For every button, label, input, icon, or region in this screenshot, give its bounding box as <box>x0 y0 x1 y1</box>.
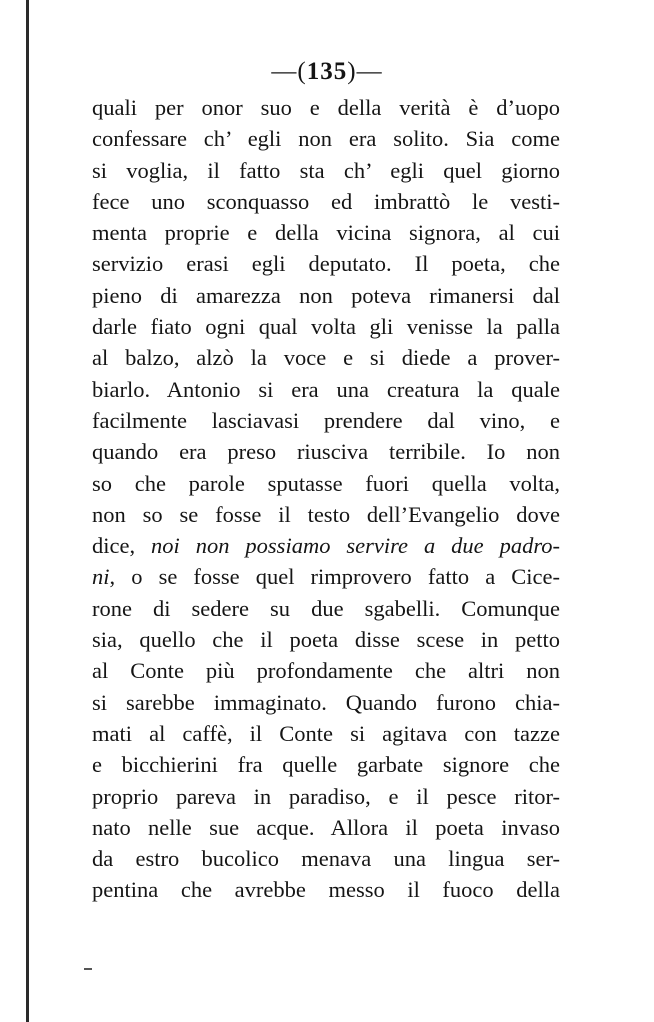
text-span: nato nelle sue acque. Allora il poeta invaso <box>92 814 560 840</box>
text-span: non so se fosse il testo dell’Evangelio dove <box>92 501 560 527</box>
text-line <box>92 92 560 123</box>
text-line <box>92 468 560 499</box>
page-edge-line <box>26 0 29 1022</box>
text-line <box>92 781 560 812</box>
text-line <box>92 749 560 780</box>
text-line <box>92 874 560 905</box>
body-text <box>92 92 560 906</box>
text-span: facilmente lasciavasi prendere dal vino, e <box>92 407 560 433</box>
text-span: rone di sedere su due sgabelli. Comunque <box>92 595 560 621</box>
italic-quote: ni <box>92 564 110 590</box>
text-line <box>92 655 560 686</box>
text-span: fece uno sconquasso ed imbrattò le vesti- <box>92 188 560 214</box>
text-span: pieno di amarezza non poteva rimanersi dal <box>92 282 560 308</box>
text-span: al Conte più profondamente che altri non <box>92 658 560 684</box>
text-line <box>92 499 560 530</box>
text-span: mati al caffè, il Conte si agitava con tazze <box>92 720 560 746</box>
text-span: quali per onor suo e della verità è d’uopo <box>92 95 560 120</box>
text-line <box>92 593 560 624</box>
page-number-suffix: )— <box>347 58 383 85</box>
text-line <box>92 624 560 655</box>
text-span: confessare ch’ egli non era solito. Sia come <box>92 126 560 152</box>
text-span: si voglia, il fatto sta ch’ egli quel giorno <box>92 157 560 183</box>
text-line <box>92 311 560 342</box>
text-span: al balzo, alzò la voce e si diede a prover- <box>92 345 560 371</box>
page-number <box>0 58 654 86</box>
text-span: proprio pareva in paradiso, e il pesce ritor- <box>92 783 560 809</box>
text-line <box>92 280 560 311</box>
text-line <box>92 843 560 874</box>
text-line <box>92 342 560 373</box>
page-number-value: 135 <box>306 58 348 85</box>
text-span: menta proprie e della vicina signora, al cui <box>92 220 560 246</box>
text-span: pentina che avrebbe messo il fuoco della <box>92 877 560 903</box>
text-line <box>92 530 560 561</box>
text-line <box>92 374 560 405</box>
text-line <box>92 123 560 154</box>
text-span: , o se fosse quel rimprovero fatto a Cice- <box>109 564 560 590</box>
text-line <box>92 248 560 279</box>
text-span: si sarebbe immaginato. Quando furono chia- <box>92 689 560 715</box>
text-span: biarlo. Antonio si era una creatura la quale <box>92 376 560 402</box>
text-span: servizio erasi egli deputato. Il poeta, che <box>92 251 560 277</box>
text-line <box>92 405 560 436</box>
text-line <box>92 718 560 749</box>
text-line <box>92 217 560 248</box>
text-span: dice, <box>92 533 152 559</box>
text-span: quando era preso riusciva terribile. Io non <box>92 439 560 465</box>
text-line <box>92 812 560 843</box>
text-span: sia, quello che il poeta disse scese in petto <box>92 627 560 653</box>
print-mark <box>84 968 92 970</box>
text-span: e bicchierini fra quelle garbate signore che <box>92 752 560 778</box>
text-span: so che parole sputasse fuori quella volta, <box>92 470 560 496</box>
italic-quote: noi non possiamo servire a due padro- <box>151 533 560 559</box>
text-line <box>92 561 560 592</box>
page-number-prefix: —( <box>271 58 307 85</box>
text-span: darle fiato ogni qual volta gli venisse la palla <box>92 314 560 340</box>
text-line <box>92 436 560 467</box>
text-line <box>92 186 560 217</box>
text-span: da estro bucolico menava una lingua ser- <box>92 846 560 872</box>
text-line <box>92 687 560 718</box>
text-line <box>92 155 560 186</box>
